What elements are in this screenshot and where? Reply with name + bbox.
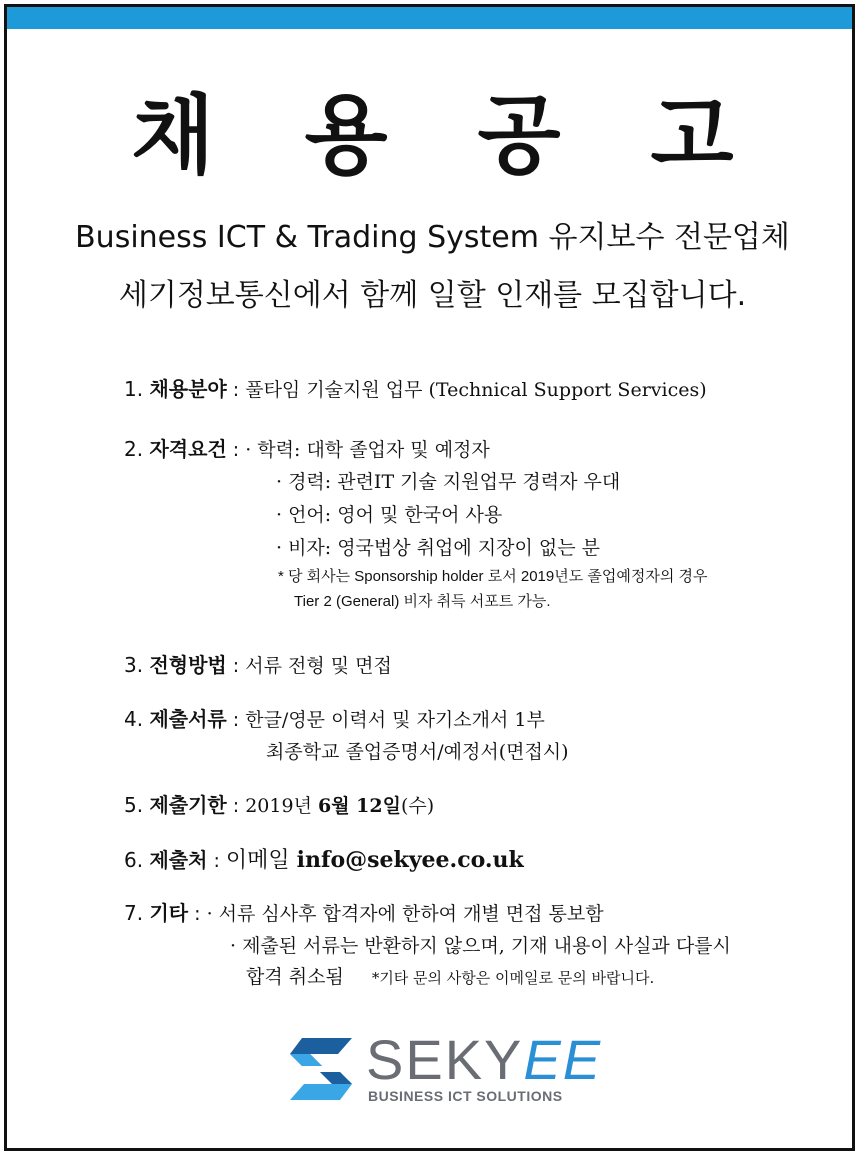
section-field: 1. 채용분야 : 풀타임 기술지원 업무 (Technical Support Services) <box>124 377 707 401</box>
section-submit-to: 6. 제출처 : 이메일 info@sekyee.co.uk <box>124 847 524 873</box>
section-label: 5. 제출기한 <box>124 793 227 817</box>
visa-note-line-2: Tier 2 (General) 비자 취득 서포트 가능. <box>294 593 551 610</box>
logo-tagline: BUSINESS ICT SOLUTIONS <box>368 1088 563 1104</box>
etc-item-line-3 <box>246 962 654 993</box>
page-title: 채 용 공 고 <box>131 86 764 186</box>
visa-note-line-1: * 당 회사는 Sponsorship holder 로서 2019년도 졸업예정자의 경우 <box>278 568 708 585</box>
email-address[interactable]: info@sekyee.co.uk <box>296 847 524 873</box>
qualification-item: · 학력: 대학 졸업자 및 예정자 <box>245 439 490 461</box>
section-label: 4. 제출서류 <box>124 707 227 731</box>
section-etc: 7. 기타 : · 서류 심사후 합격자에 한하여 개별 면접 통보함 <box>124 901 604 925</box>
documents-line-2: 최종학교 졸업증명서/예정서(면접시) <box>266 741 569 763</box>
section-label: 6. 제출처 <box>124 848 208 872</box>
logo-wordmark: SEKYEE <box>366 1028 603 1091</box>
headline-line-1: Business ICT & Trading System 유지보수 전문업체 <box>75 220 790 255</box>
section-qualifications: 2. 자격요건 : · 학력: 대학 졸업자 및 예정자 <box>124 437 490 461</box>
etc-cancel-text: 합격 취소됨 <box>246 966 344 988</box>
qualification-item: · 비자: 영국법상 취업에 지장이 없는 분 <box>276 537 600 559</box>
deadline-year: 2019년 <box>245 795 318 817</box>
qualification-item: · 경력: 관련IT 기술 지원업무 경력자 우대 <box>276 471 621 493</box>
section-label: 3. 전형방법 <box>124 653 227 677</box>
section-label: 7. 기타 <box>124 901 189 925</box>
logo-mark-icon <box>288 1036 354 1102</box>
deadline-weekday: (수) <box>400 795 435 817</box>
deadline-date: 6월 12일 <box>317 795 401 817</box>
email-label: 이메일 <box>225 848 297 873</box>
field-value: 풀타임 기술지원 업무 (Technical Support Services) <box>245 379 707 401</box>
section-process: 3. 전형방법 : 서류 전형 및 면접 <box>124 653 392 677</box>
etc-item: · 제출된 서류는 반환하지 않으며, 기재 내용이 사실과 다를시 <box>230 935 731 957</box>
qualification-item: · 언어: 영어 및 한국어 사용 <box>276 504 503 526</box>
sekyee-logo <box>288 1028 603 1116</box>
section-label: 2. 자격요건 <box>124 437 227 461</box>
etc-item: · 서류 심사후 합격자에 한하여 개별 면접 통보함 <box>206 903 604 925</box>
headline-line-2: 세기정보통신에서 함께 일할 인재를 모집합니다. <box>118 278 747 313</box>
section-deadline: 5. 제출기한 : 2019년 6월 12일(수) <box>124 793 435 817</box>
documents-line-1: 한글/영문 이력서 및 자기소개서 1부 <box>245 709 545 731</box>
process-value: 서류 전형 및 면접 <box>245 655 392 677</box>
top-accent-bar <box>7 7 852 29</box>
section-label: 1. 채용분야 <box>124 377 227 401</box>
section-documents: 4. 제출서류 : 한글/영문 이력서 및 자기소개서 1부 <box>124 707 545 731</box>
etc-inquiry-note: *기타 문의 사항은 이메일로 문의 바랍니다. <box>371 969 655 987</box>
